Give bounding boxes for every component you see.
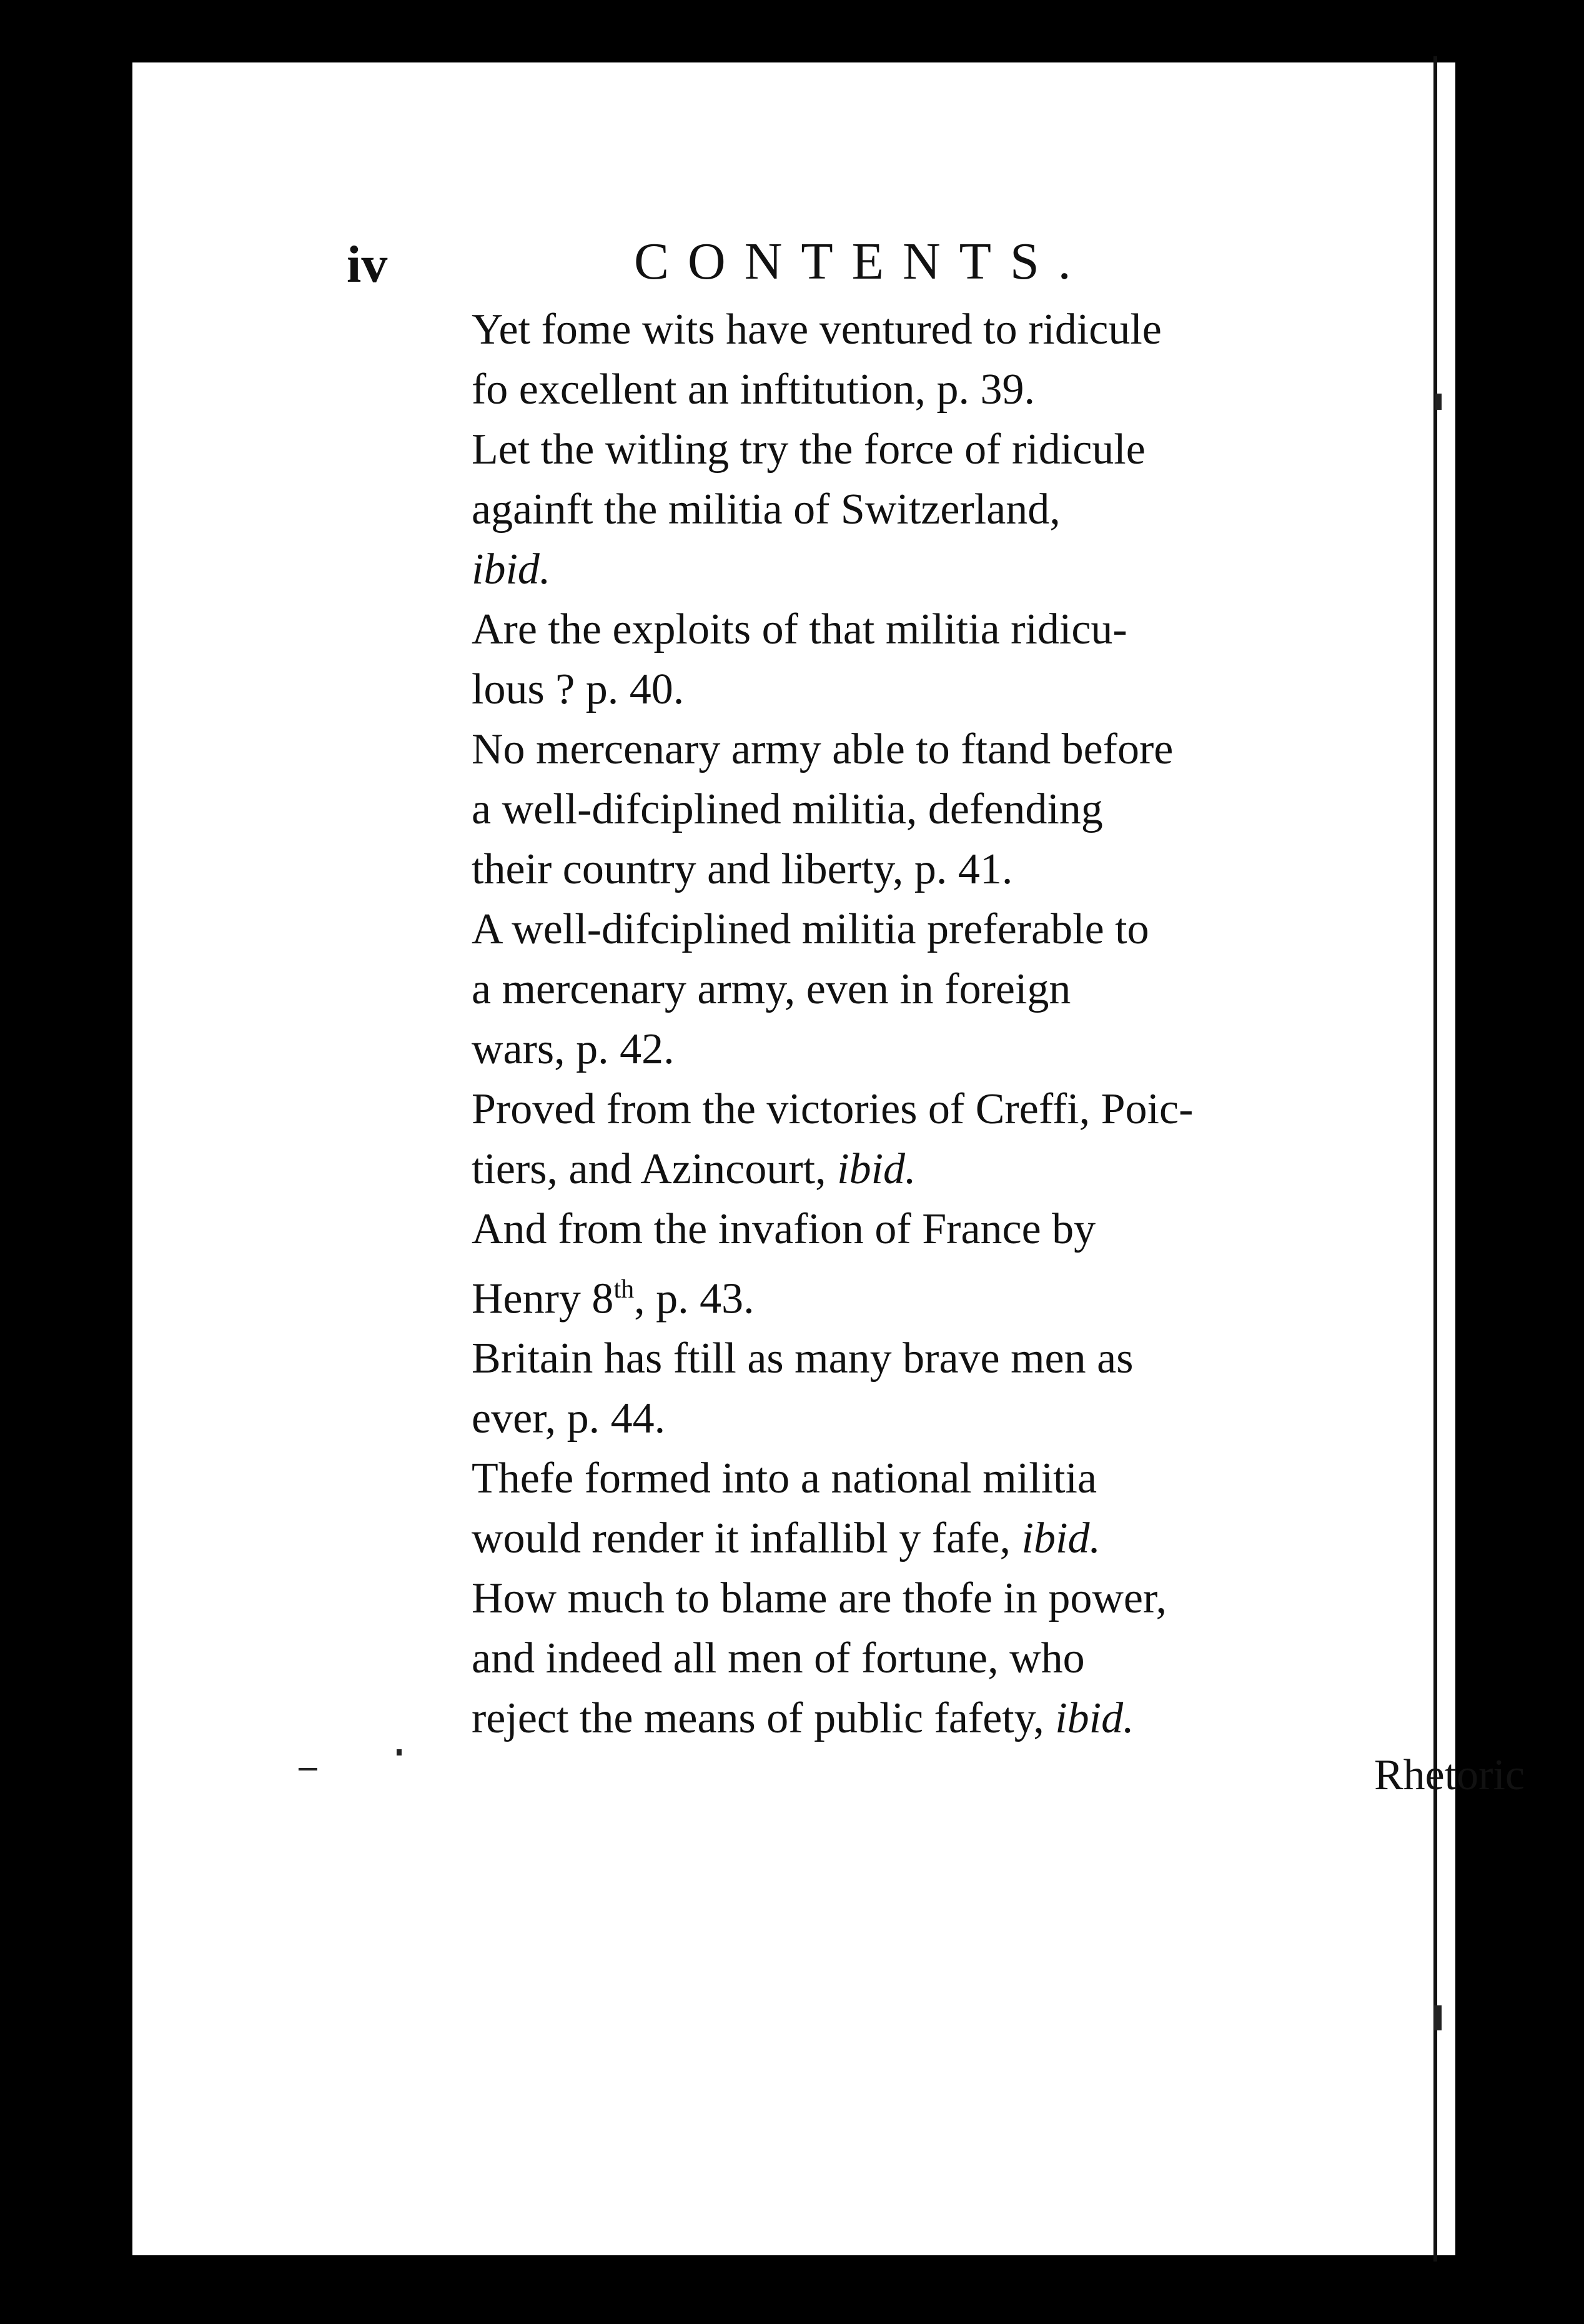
entry-line: a well-difciplined militia, defending	[472, 785, 1103, 833]
running-head: CONTENTS.	[634, 232, 1090, 290]
catchword: Rhetoric	[1374, 1751, 1525, 1799]
entry-line: Are the exploits of that militia ridicu-	[472, 605, 1127, 653]
entry-text: tiers, and Azincourt,	[472, 1145, 826, 1193]
entry-italic-ref: ibid.	[1021, 1514, 1101, 1563]
entry-line: Yet fome wits have ventured to ridicule	[472, 305, 1162, 354]
contents-entry	[472, 720, 1277, 900]
entry-line: lous ? p. 40.	[472, 665, 685, 713]
contents-entry	[472, 1080, 1277, 1199]
entry-line: fo excellent an inftitution, p. 39.	[472, 365, 1036, 414]
entry-text: would render it infallibl y fafe,	[472, 1514, 1011, 1563]
entry-line	[472, 1689, 1277, 1749]
entry-line: and indeed all men of fortune, who	[472, 1634, 1085, 1683]
entry-line	[472, 1140, 1277, 1199]
entry-line: Thefe formed into a national militia	[472, 1454, 1097, 1503]
entry-line: And from the invafion of France by	[472, 1205, 1096, 1253]
scan-speck	[299, 1768, 317, 1770]
contents-list	[472, 300, 1277, 1749]
entry-line	[472, 1259, 1277, 1329]
entry-line	[472, 1509, 1277, 1569]
scan-speck	[397, 1749, 402, 1755]
entry-line: wars, p. 42.	[472, 1025, 675, 1073]
contents-entry	[472, 1449, 1277, 1569]
entry-line: Proved from the victories of Creffi, Poic-	[472, 1085, 1194, 1133]
ordinal-superscript: th	[613, 1275, 635, 1304]
entry-line: No mercenary army able to ftand before	[472, 725, 1174, 773]
entry-line: a mercenary army, even in foreign	[472, 965, 1071, 1013]
entry-text: reject the means of public fafety,	[472, 1694, 1044, 1743]
contents-entry	[472, 300, 1277, 420]
entry-line: againft the militia of Switzerland,	[472, 485, 1061, 534]
contents-entry	[472, 420, 1277, 600]
page-gutter-edge	[1433, 56, 1437, 2262]
entry-line: ever, p. 44.	[472, 1394, 666, 1443]
entry-line: Britain has ftill as many brave men as	[472, 1334, 1134, 1383]
scan-speck	[1435, 394, 1442, 410]
contents-entry	[472, 1569, 1277, 1749]
entry-line: Let the witling try the force of ridicule	[472, 425, 1146, 474]
scan-border-right	[1455, 50, 1584, 2274]
entry-line: A well-difciplined militia preferable to	[472, 905, 1149, 953]
entry-italic-ref: ibid.	[837, 1145, 916, 1193]
entry-line: How much to blame are thofe in power,	[472, 1574, 1167, 1623]
entry-italic-ref: ibid.	[1055, 1694, 1134, 1743]
entry-text: , p. 43.	[634, 1274, 755, 1323]
contents-entry	[472, 600, 1277, 720]
contents-entry	[472, 1199, 1277, 1329]
contents-entry	[472, 1329, 1277, 1449]
entry-line: their country and liberty, p. 41.	[472, 845, 1013, 893]
page-number: iv	[347, 236, 388, 294]
scan-speck	[1434, 2005, 1442, 2030]
entry-text: Henry 8	[472, 1274, 614, 1323]
contents-entry	[472, 900, 1277, 1080]
entry-line-italic: ibid.	[472, 545, 551, 593]
